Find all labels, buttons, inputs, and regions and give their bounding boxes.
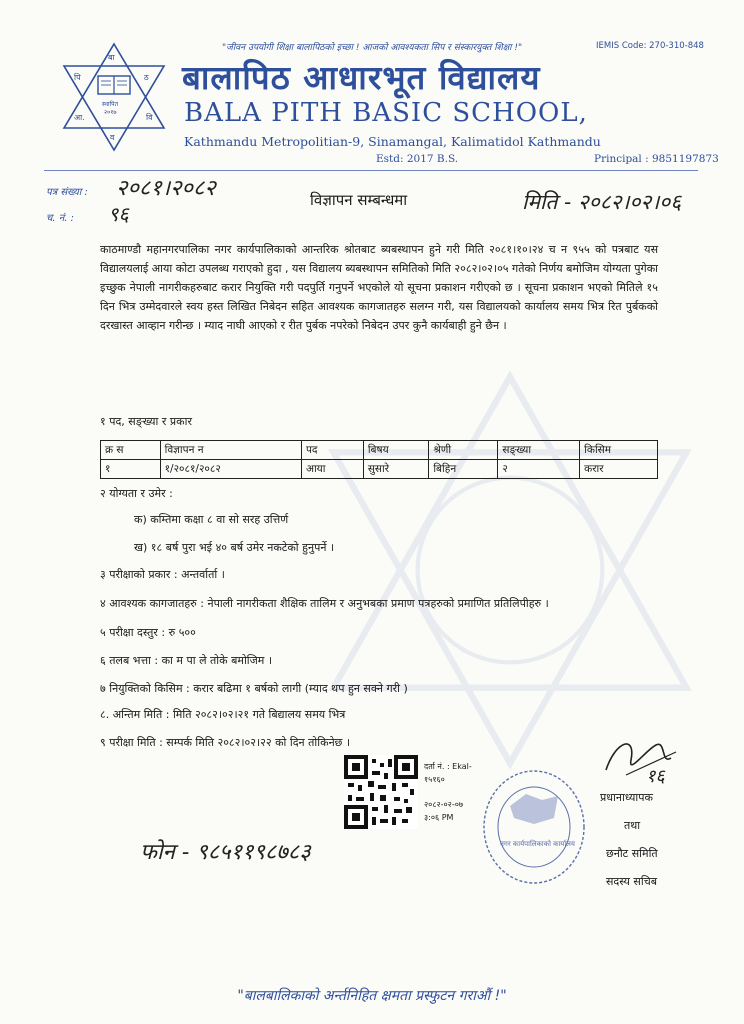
vacancy-table — [100, 440, 658, 479]
item-salary: ६ तलब भत्ता : का म पा ले तोके बमोजिम । — [100, 654, 273, 667]
principal-signature — [596, 730, 686, 790]
letter-date: मिति - २०८२।०२।०६ — [522, 190, 682, 214]
header-divider — [44, 170, 698, 171]
logo-year: २०१७ — [104, 109, 117, 116]
item-qualification-a: क) कम्तिमा कक्षा ८ वा सो सरह उत्तिर्ण — [134, 513, 289, 526]
signatory-committee: छनौट समिति — [606, 847, 658, 860]
phone-number: फोन - ९८५११९८७८३ — [140, 840, 311, 865]
table-header: श्रेणी — [429, 441, 498, 460]
subject-heading: विज्ञापन सम्बन्धमा — [310, 191, 408, 209]
table-cell: सुसारे — [363, 460, 429, 479]
table-header: बिषय — [363, 441, 429, 460]
table-header: किसिम — [580, 441, 658, 460]
logo-estd: स्थापित — [102, 101, 118, 108]
table-cell: १/२०८१/२०८२ — [160, 460, 301, 479]
stamp-text: नगर कार्यपालिकाको कार्यालय — [500, 840, 575, 848]
dispatch-no-label: च. नं. : — [46, 213, 74, 224]
table-cell: २ — [498, 460, 580, 479]
office-seal-stamp — [480, 766, 588, 888]
footer-slogan: "बालबालिकाको अर्न्तनिहित क्षमता प्रस्फुटन गराऔं !" — [237, 988, 507, 1004]
school-motto: "जीवन उपयोगी शिक्षा बालापिठको इच्छा ! आजको आवश्यकता सिप र संस्कारयुक्त शिक्षा !" — [222, 43, 523, 53]
signatory-secretary: सदस्य सचिब — [606, 875, 657, 888]
table-header: विज्ञापन न — [160, 441, 301, 460]
dispatch-no: ९६ — [108, 202, 129, 226]
table-cell: बिहिन — [429, 460, 498, 479]
notice-paragraph: काठमाण्डौ महानगरपालिका नगर कार्यपालिकाको आन्तरिक श्रोतबाट ब्यबस्थापन हुने गरी मिति २०८१।१०।२४ च न ९५५ को पत्रबाट यस विद्यालयलाई आया कोटा उपलब्ध गराएको हुदा , यस विद्यालय ब्यबस्थापन समितिको मिति २०८२।०२।०५ गतेको निर्णय बमोजिम योग्यता पुगेका इच्छुक नेपाली नागरीकहरुबाट करार नियुक्ति गरी पदपुर्ति गनुपर्ने भएकोले यो सूचना प्रकाशन गरीएको छ । सूचना प्रकाशन भएको मितिले १५ दिन भित्र उम्मेदवारले स्वय हस्त लिखित निबेदन सहित आवश्यक कागजातहरु सलग्न गरी, यस विद्यालयको कार्यालय समय भित्र रित पुर्बकको दरखास्त आव्हान गरीन्छ । म्याद नाघी आएको र रीत पुर्बक नपरेको निबेदन उपर कुनै कार्यबाही हुने छैन । — [100, 243, 658, 332]
qr-code — [344, 755, 418, 829]
signatory-title-and: तथा — [624, 819, 641, 832]
table-header-row — [101, 441, 658, 460]
established-year: Estd: 2017 B.S. — [376, 153, 459, 165]
logo-text-right: ठ — [144, 73, 149, 82]
letter-no: २०८१।२०८२ — [116, 176, 216, 201]
item-post-count-type: १ पद, सङ्ख्या र प्रकार — [100, 415, 192, 428]
school-logo — [52, 40, 176, 154]
dispatch-stamp — [424, 760, 472, 824]
dispatch-time: ३:०६ PM — [424, 813, 454, 822]
table-row — [101, 460, 658, 479]
item-deadline: ८. अन्तिम मिति : मिति २०८२।०२।२१ गते बिद्यालय समय भित्र — [100, 708, 346, 721]
table-cell: आया — [301, 460, 363, 479]
dispatch-line: दर्ता नं. : Ekal- — [424, 762, 472, 771]
logo-text-lower-left: आ. — [74, 113, 85, 122]
item-qualification-b: ख) १८ बर्ष पुरा भई ४० बर्ष उमेर नकटेको हुनुपर्ने । — [134, 541, 335, 554]
table-cell: करार — [580, 460, 658, 479]
emis-code: IEMIS Code: 270-310-848 — [596, 41, 704, 51]
item-qualification: २ योग्यता र उमेर : — [100, 487, 173, 500]
table-header: सङ्ख्या — [498, 441, 580, 460]
principal-phone: Principal : 9851197873 — [594, 153, 719, 165]
item-exam-fee: ५ परीक्षा दस्तुर : रु ५०० — [100, 626, 196, 639]
signature-initial: १६ — [646, 766, 665, 787]
table-header: क्र स — [101, 441, 161, 460]
letter-no-label: पत्र संख्या : — [46, 187, 88, 198]
table-cell: १ — [101, 460, 161, 479]
school-name-english: BALA PITH BASIC SCHOOL, — [184, 98, 588, 128]
logo-text-bottom: व — [110, 133, 115, 142]
item-exam-type: ३ परीक्षाको प्रकार : अन्तर्वार्ता । — [100, 568, 225, 581]
school-name-nepali: बालापिठ आधारभूत विद्यालय — [182, 58, 541, 97]
logo-text-left: पि — [74, 73, 81, 82]
dispatch-line: १५१६० — [424, 775, 445, 784]
watermark-logo — [300, 360, 720, 780]
item-exam-date: ९ परीक्षा मिति : सम्पर्क मिति २०८२।०२।२२ को दिन तोकिनेछ । — [100, 736, 351, 749]
table-header: पद — [301, 441, 363, 460]
logo-text-lower-right: वि — [146, 113, 153, 122]
dispatch-date: २०८२-०२-०७ — [424, 800, 464, 809]
signatory-title: प्रधानाध्यापक — [600, 791, 653, 804]
item-documents: ४ आवश्यक कागजातहरु : नेपाली नागरीकता शैक्षिक तालिम र अनुभबका प्रमाण पत्रहरुको प्रमाणित प्रतिलिपीहरु । — [100, 597, 549, 610]
school-address: Kathmandu Metropolitian-9, Sinamangal, Kalimatidol Kathmandu — [184, 134, 601, 149]
logo-text-top: बा — [108, 53, 115, 62]
item-appointment-type: ७ नियुक्तिको किसिम : करार बढिमा १ बर्षको लागी (म्याद थप हुन सक्ने गरी ) — [100, 682, 408, 695]
